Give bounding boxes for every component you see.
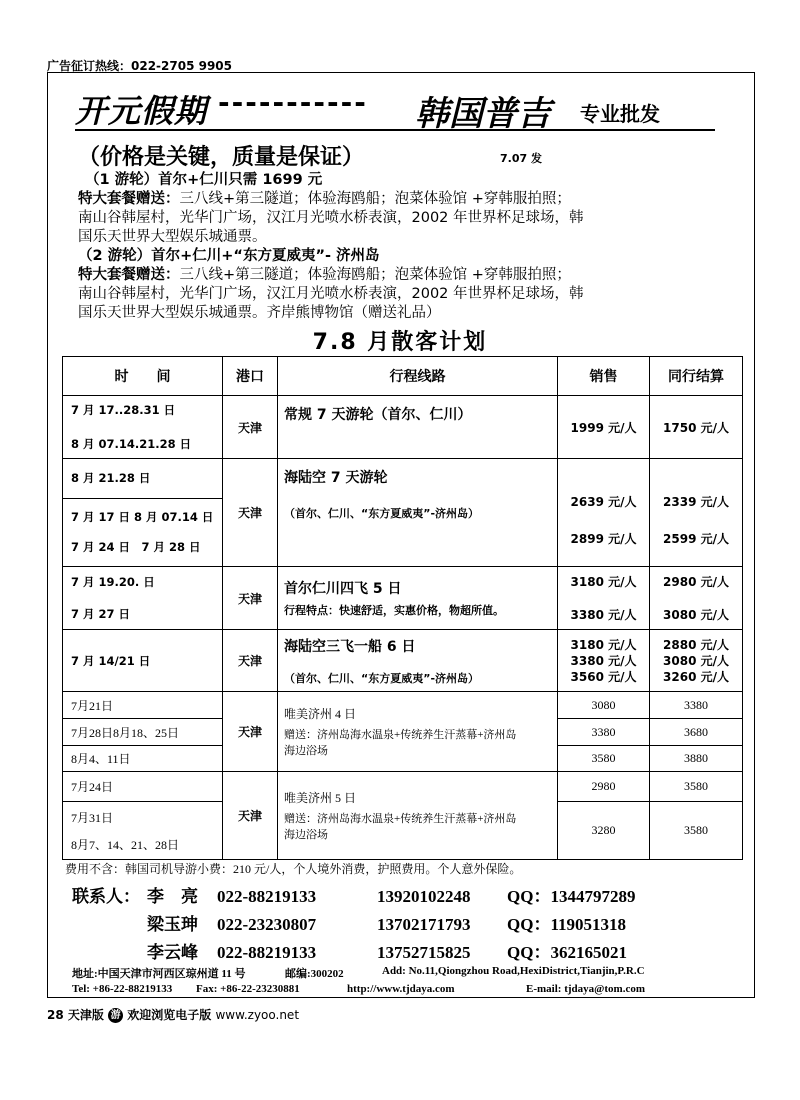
cruise1-title: （1 游轮）首尔+仁川只需 1699 元: [85, 172, 323, 188]
contact-qq-label: QQ：: [507, 887, 551, 906]
contact-phone: 022-23230807: [217, 915, 317, 934]
route-subtitle: （首尔、仁川、“东方夏威夷”-济州岛）: [284, 507, 480, 520]
price-value: 3380 元/人: [570, 608, 637, 622]
cruise1-gift-line3: 国乐天世界大型娱乐城通票。: [78, 229, 267, 245]
col-header-peer: 同行结算: [650, 357, 743, 396]
route-cell: [278, 772, 558, 860]
route-subtitle: 行程特点：快速舒适，实惠价格，物超所值。: [284, 604, 504, 617]
contact-qq: 119051318: [550, 915, 627, 934]
price-value: 2880 元/人: [663, 637, 729, 652]
contact-name: 李云峰: [147, 943, 198, 963]
fax: Fax: +86-22-23230881: [196, 983, 300, 995]
port-cell: 天津: [223, 630, 278, 692]
route-cell: [278, 459, 558, 567]
contact-phone: 022-88219133: [217, 887, 317, 906]
price-value: 3180 元/人: [570, 575, 637, 589]
sale-cell: 1999 元/人: [558, 396, 650, 459]
site-link[interactable]: www.zyoo.net: [215, 1008, 300, 1022]
table-row: [63, 567, 743, 630]
price-value: 2339 元/人: [663, 494, 729, 509]
date-line: 7月31日: [71, 810, 114, 825]
table-row: [63, 459, 743, 567]
welcome-text: 欢迎浏览电子版: [127, 1008, 212, 1022]
contact-mobile: 13702171793: [377, 915, 471, 934]
postcode: 邮编:300202: [285, 968, 344, 980]
peer-cell: 3580: [650, 772, 743, 802]
contact-mobile: 13920102248: [377, 887, 471, 906]
port-cell: 天津: [223, 692, 278, 772]
issue-date: 7.07 发: [500, 152, 542, 165]
price-value: 3180 元/人: [570, 637, 637, 652]
contact-qq: 362165021: [550, 943, 627, 962]
plan-title: 7.8 月散客计划: [312, 330, 488, 355]
gift-label: 特大套餐赠送：: [78, 191, 180, 207]
date-line: 7 月 19.20. 日: [71, 575, 155, 589]
cruise2-title: （2 游轮）首尔+仁川+“东方夏威夷”- 济州岛: [78, 248, 380, 264]
price-value: 3260 元/人: [663, 669, 729, 684]
route-gift: 赠送：济州岛海水温泉+传统养生汗蒸幕+济州岛: [284, 813, 517, 825]
date-line: 7 月 24 日 7 月 28 日: [71, 540, 201, 554]
route-title: 唯美济州 4 日: [284, 707, 357, 721]
sale-cell: [558, 459, 650, 567]
time-cell: [63, 567, 223, 630]
table-header-row: [63, 357, 743, 396]
port-cell: 天津: [223, 396, 278, 459]
col-header-sale: 销售: [558, 357, 650, 396]
route-title: 海陆空 7 天游轮: [284, 470, 388, 486]
peer-cell: 3680: [650, 719, 743, 746]
route-title: 首尔仁川四飞 5 日: [284, 581, 402, 597]
peer-cell: 3380: [650, 692, 743, 719]
cruise1-gift-line2: 南山谷韩屋村，光华门广场，汉江月光喷水桥表演，2002 年世界杯足球场，韩: [78, 210, 584, 226]
date-line: 7 月 27 日: [71, 607, 131, 621]
contact-row: [72, 910, 626, 935]
price-value: 3080 元/人: [663, 653, 729, 668]
route-title: 唯美济州 5 日: [284, 791, 357, 805]
contact-name: 梁玉珅: [147, 915, 198, 935]
gift-text: 三八线+第三隧道；体验海鸥船；泡菜体验馆 +穿韩服拍照；: [179, 191, 571, 207]
peer-cell: [650, 567, 743, 630]
time-cell: [63, 459, 223, 567]
route-gift-cont: 海边浴场: [284, 829, 328, 841]
peer-cell: [650, 459, 743, 567]
route-cell: [278, 396, 558, 459]
sale-cell: 3580: [558, 746, 650, 772]
route-gift: 赠送：济州岛海水温泉+传统养生汗蒸幕+济州岛: [284, 729, 517, 741]
route-subtitle: （首尔、仁川、“东方夏威夷”-济州岛）: [284, 671, 480, 685]
price-value: 2599 元/人: [663, 531, 729, 546]
route-gift-cont: 海边浴场: [284, 745, 328, 757]
contact-phone: 022-88219133: [217, 943, 317, 962]
price-value: 3560 元/人: [570, 669, 637, 684]
time-cell: [63, 802, 223, 860]
price-value: 3080 元/人: [663, 608, 729, 622]
time-cell: [63, 396, 223, 459]
contact-qq-label: QQ：: [507, 915, 551, 934]
contact-label: 联系人：: [72, 887, 140, 907]
contact-mobile: 13752715825: [377, 943, 471, 962]
col-header-port: 港口: [223, 357, 278, 396]
route-cell: [278, 567, 558, 630]
sale-cell: [558, 630, 650, 692]
table-row: [63, 396, 743, 459]
port-cell: 天津: [223, 567, 278, 630]
route-title: 海陆空三飞一船 6 日: [284, 638, 416, 655]
table-row: [63, 692, 743, 719]
date-line: 7 月 17..28.31 日: [71, 403, 176, 417]
sale-cell: 3280: [558, 802, 650, 860]
time-cell: 7月21日: [63, 692, 223, 719]
table-row: [63, 772, 743, 802]
col-header-time: 时 间: [63, 357, 223, 396]
peer-cell: [650, 630, 743, 692]
peer-cell: 3880: [650, 746, 743, 772]
time-cell: 7月24日: [63, 772, 223, 802]
route-cell: [278, 630, 558, 692]
sale-cell: 2980: [558, 772, 650, 802]
edition-label: 天津版: [67, 1008, 104, 1022]
time-cell: 8月4、11日: [63, 746, 223, 772]
cruise2-gift-line3: 国乐天世界大型娱乐城通票。齐岸熊博物馆（赠送礼品）: [78, 305, 441, 321]
date-line: 8 月 21.28 日: [71, 471, 151, 485]
schedule-table: [62, 356, 743, 860]
address-en: Add: No.11,Qiongzhou Road,HexiDistrict,Tianjin,P.R.C: [382, 965, 645, 977]
cruise2-gift-line1: [78, 266, 571, 285]
price-value: 2980 元/人: [663, 575, 729, 589]
contact-row: [72, 938, 627, 963]
price-value: 2639 元/人: [570, 494, 637, 509]
website-link[interactable]: http://www.tjdaya.com: [347, 983, 455, 995]
sale-cell: 3080: [558, 692, 650, 719]
gift-text: 三八线+第三隧道；体验海鸥船；泡菜体验馆 +穿韩服拍照；: [179, 267, 571, 283]
date-line: 8月7、14、21、28日: [71, 837, 180, 852]
peer-cell: 3580: [650, 802, 743, 860]
table-row: [63, 630, 743, 692]
time-cell: 7月28日8月18、25日: [63, 719, 223, 746]
gift-label: 特大套餐赠送：: [78, 267, 180, 283]
fees-excluded: 费用不含：韩国司机导游小费：210 元/人，个人境外消费，护照费用。个人意外保险。: [65, 862, 522, 876]
slogan: （价格是关键，质量是保证）: [78, 145, 365, 170]
brand-title: 开元假期: [75, 92, 208, 130]
time-cell: [63, 630, 223, 692]
contact-name: 李 亮: [147, 887, 198, 907]
date-line: 7 月 17 日 8 月 07.14 日: [71, 510, 214, 524]
route-title: 常规 7 天游轮（首尔、仁川）: [284, 407, 472, 423]
contact-row: [72, 882, 635, 907]
price-value: 3380 元/人: [570, 653, 637, 668]
date-line: 8 月 07.14.21.28 日: [71, 437, 192, 451]
sale-cell: 3380: [558, 719, 650, 746]
ad-hotline: 广告征订热线：022-2705 9905: [47, 59, 233, 73]
date-line: 7 月 14/21 日: [71, 653, 151, 668]
sale-cell: [558, 567, 650, 630]
address-cn: 地址:中国天津市河西区琼州道 11 号: [72, 968, 246, 980]
footer: [47, 1006, 299, 1023]
contact-qq: 1344797289: [550, 887, 636, 906]
cruise1-gift-line1: [78, 190, 571, 209]
publisher-logo-icon: 游: [108, 1008, 123, 1023]
email-link[interactable]: E-mail: tjdaya@tom.com: [526, 983, 645, 995]
cruise2-gift-line2: 南山谷韩屋村，光华门广场，汉江月光喷水桥表演，2002 年世界杯足球场，韩: [78, 286, 584, 302]
port-cell: 天津: [223, 459, 278, 567]
price-value: 2899 元/人: [570, 531, 637, 546]
peer-cell: 1750 元/人: [650, 396, 743, 459]
wholesale-label: 专业批发: [580, 102, 660, 126]
col-header-route: 行程线路: [278, 357, 558, 396]
port-cell: 天津: [223, 772, 278, 860]
header-dashes: -----------: [218, 86, 368, 119]
contact-qq-label: QQ：: [507, 943, 551, 962]
route-cell: [278, 692, 558, 772]
page-number: 28: [47, 1008, 64, 1022]
destination-title: 韩国普吉: [415, 94, 551, 134]
telephone: Tel: +86-22-88219133: [72, 983, 173, 995]
